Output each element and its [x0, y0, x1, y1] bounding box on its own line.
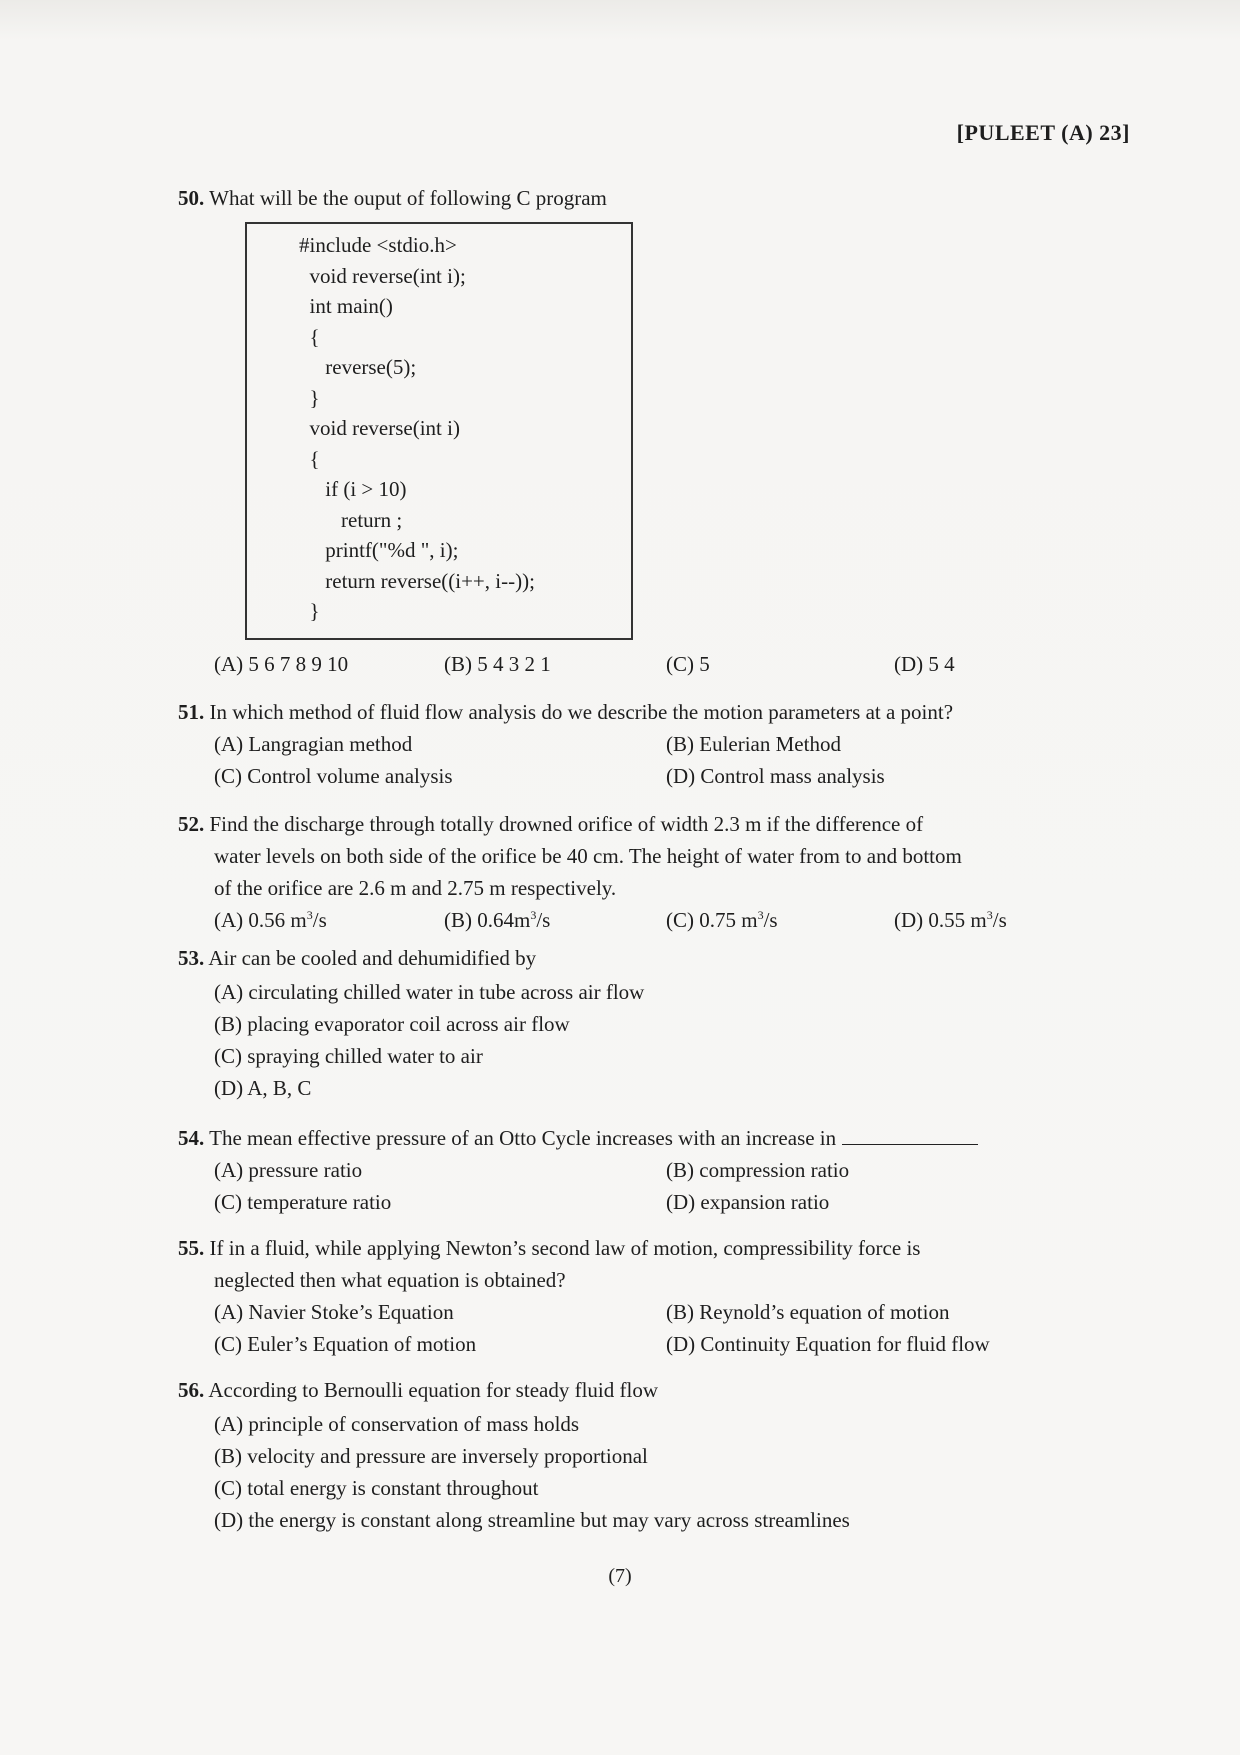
question-56	[178, 1374, 658, 1406]
question-53-options	[214, 976, 1014, 1104]
option-c: (C) spraying chilled water to air	[214, 1044, 483, 1068]
question-54-options	[214, 1154, 1014, 1218]
option-b: (B) placing evaporator coil across air flow	[214, 1012, 570, 1036]
option-c: (C) 0.75 $m^3/s$	[666, 908, 778, 932]
question-text: According to Bernoulli equation for steady fluid flow	[208, 1378, 658, 1402]
option-a: (A) circulating chilled water in tube across air flow	[214, 980, 645, 1004]
option-d: (D) 0.55 $m^3/s$	[894, 908, 1007, 932]
option-d: (D) 5 4	[894, 652, 955, 676]
code-line: }	[299, 385, 320, 410]
question-text-line: If in a fluid, while applying Newton’s second law of motion, compressibility force is	[209, 1236, 921, 1260]
question-text-line: water levels on both side of the orifice be 40 cm. The height of water from to and bottom	[214, 844, 962, 868]
question-55	[178, 1232, 1118, 1296]
question-56-options	[214, 1408, 1014, 1536]
code-line: #include <stdio.h>	[299, 233, 457, 257]
option-c: (C) temperature ratio	[214, 1190, 392, 1214]
code-line: int main()	[299, 294, 393, 318]
option-c: (C) Euler’s Equation of motion	[214, 1332, 477, 1356]
code-line: void reverse(int i);	[299, 263, 466, 288]
question-54	[178, 1122, 978, 1154]
question-51-options	[214, 728, 1014, 792]
code-line: return ;	[299, 507, 403, 532]
option-d: (D) Control mass analysis	[666, 764, 885, 788]
question-text: The mean effective pressure of an Otto Cycle increases with an increase in	[209, 1126, 837, 1150]
question-text: What will be the ouput of following C program	[209, 186, 607, 210]
option-a: (A) Langragian method	[214, 732, 413, 756]
option-a: (A) principle of conservation of mass holds	[214, 1412, 580, 1436]
question-text: Air can be cooled and dehumidified by	[208, 946, 537, 970]
question-number: 50.	[178, 186, 205, 210]
option-c: (C) Control volume analysis	[214, 764, 453, 788]
answer-blank	[842, 1143, 978, 1145]
question-52-options	[214, 904, 1014, 936]
question-50-options	[214, 648, 1014, 680]
code-line: void reverse(int i)	[299, 416, 460, 440]
option-a: (A) 0.56 $m^3/s$	[214, 908, 327, 932]
question-53	[178, 942, 536, 974]
code-line: }	[299, 599, 320, 623]
option-c: (C) 5	[666, 652, 710, 676]
option-b: (B) 5 4 3 2 1	[444, 652, 551, 676]
question-number: 53.	[178, 946, 205, 970]
option-b: (B) compression ratio	[666, 1158, 850, 1182]
question-52	[178, 808, 1108, 904]
option-d: (D) Continuity Equation for fluid flow	[666, 1332, 990, 1356]
option-a: (A) Navier Stoke’s Equation	[214, 1300, 454, 1324]
code-line: return reverse((i++, i--));	[299, 568, 535, 593]
question-text-line: neglected then what equation is obtained?	[214, 1268, 566, 1292]
option-a: (A) 5 6 7 8 9 10	[214, 652, 349, 676]
question-text: In which method of fluid flow analysis do we describe the motion parameters at a point?	[209, 700, 954, 724]
option-c: (C) total energy is constant throughout	[214, 1476, 539, 1500]
code-line: printf("%d ", i);	[299, 538, 459, 562]
option-d: (D) A, B, C	[214, 1076, 312, 1100]
question-number: 52.	[178, 812, 205, 836]
code-line: {	[299, 324, 320, 349]
code-line: if (i > 10)	[299, 477, 407, 501]
question-number: 54.	[178, 1126, 205, 1150]
question-number: 55.	[178, 1236, 205, 1260]
question-number: 56.	[178, 1378, 205, 1402]
code-line: reverse(5);	[299, 355, 417, 379]
option-b: (B) $0.64m^3/s$	[444, 908, 551, 932]
option-b: (B) velocity and pressure are inversely proportional	[214, 1444, 648, 1468]
question-51	[178, 696, 953, 728]
question-text-line: of the orifice are 2.6 m and 2.75 m respectively.	[214, 876, 617, 900]
page-number: (7)	[608, 1565, 632, 1587]
option-d: (D) the energy is constant along streamline but may vary across streamlines	[214, 1508, 850, 1532]
code-block	[245, 222, 633, 640]
code-line: {	[299, 446, 320, 471]
option-b: (B) Eulerian Method	[666, 732, 841, 756]
question-text-line: Find the discharge through totally drowned orifice of width 2.3 m if the difference of	[209, 812, 924, 836]
option-a: (A) pressure ratio	[214, 1158, 363, 1182]
question-number: 51.	[178, 700, 205, 724]
option-d: (D) expansion ratio	[666, 1190, 830, 1214]
question-50	[178, 182, 607, 214]
question-55-options	[214, 1296, 1014, 1360]
option-b: (B) Reynold’s equation of motion	[666, 1300, 950, 1324]
exam-code-header: [PULEET (A) 23]	[956, 120, 1130, 145]
